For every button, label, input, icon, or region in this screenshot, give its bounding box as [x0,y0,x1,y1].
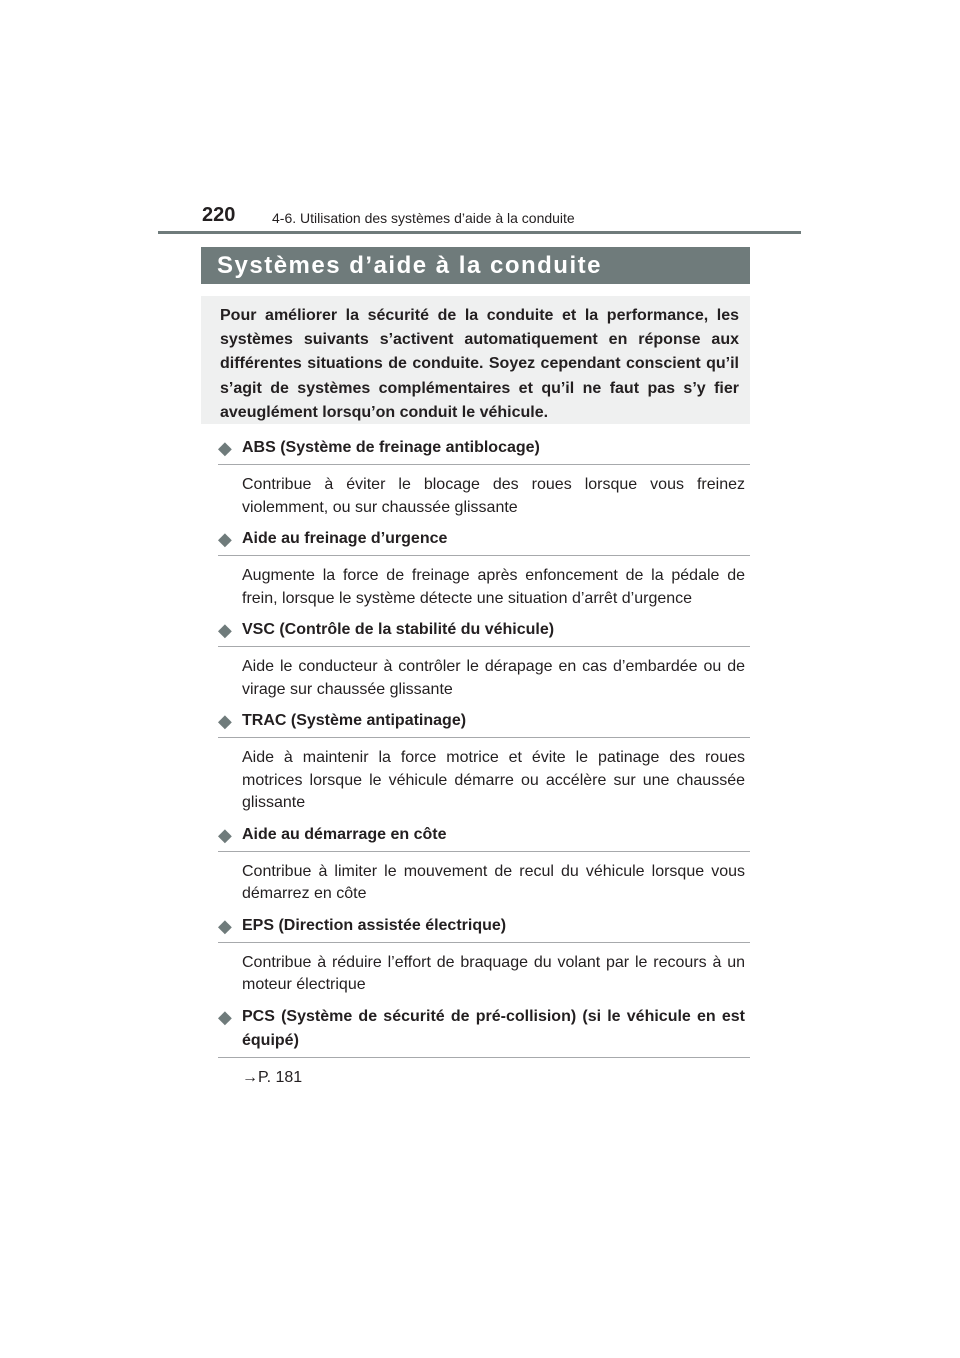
item-heading [218,527,750,556]
diamond-bullet-icon: ◆ [218,915,232,936]
item-heading [218,914,750,943]
item-description: Contribue à limiter le mouvement de recul du véhicule lorsque vous démarrez en côte [242,862,745,902]
diamond-bullet-icon: ◆ [218,529,232,549]
diamond-bullet-icon: ◆ [218,824,232,845]
item-description: Contribue à réduire l’effort de braquage du volant par le recours à un moteur électrique [242,953,745,993]
systems-list [218,436,750,1097]
item-heading [218,618,750,647]
list-item [218,1005,750,1090]
list-item [218,436,750,519]
list-item [218,823,750,906]
diamond-bullet-icon: ◆ [218,711,232,731]
page-title: Systèmes d’aide à la conduite [217,252,602,279]
item-description: Aide le conducteur à contrôler le dérapage en cas d’embardée ou de virage sur chaussée glissante [242,658,745,698]
item-description: Contribue à éviter le blocage des roues lorsque vous freinez violemment, ou sur chaussée glissante [242,476,745,516]
item-title: Aide au démarrage en côte [242,825,447,843]
page-number: 220 [202,204,236,226]
item-heading [218,823,750,852]
item-title: EPS (Direction assistée électrique) [242,916,507,934]
item-title: ABS (Système de freinage antiblocage) [242,439,540,456]
intro-box: Pour améliorer la sécurité de la conduite et la performance, les systèmes suivants s’activent automatiquement en réponse aux différentes situations de conduite. Soyez cependant conscient qu’il s’agit de systèmes complémentaires et qu’il ne faut pas s’y fier aveuglément lorsqu’on conduit le véhicule. [201,296,750,424]
item-heading [218,436,750,465]
item-title: VSC (Contrôle de la stabilité du véhicule) [242,621,555,638]
diamond-bullet-icon: ◆ [218,1006,232,1027]
item-title: PCS (Système de sécurité de pré-collision) (si le véhicule en est équipé) [242,1007,745,1049]
diamond-bullet-icon: ◆ [218,438,232,458]
page-reference-link[interactable]: →P. 181 [242,1068,303,1086]
item-title: Aide au freinage d’urgence [242,530,448,547]
item-description: Augmente la force de freinage après enfoncement de la pédale de frein, lorsque le système détecte une situation d’arrêt d’urgence [242,567,745,607]
title-bar [201,247,750,284]
item-heading [218,1005,750,1058]
diamond-bullet-icon: ◆ [218,620,232,640]
header-divider [158,231,801,234]
list-item [218,618,750,701]
list-item [218,527,750,610]
page-header [158,203,801,235]
item-heading [218,709,750,738]
item-description: Aide à maintenir la force motrice et évite le patinage des roues motrices lorsque le véhicule démarre ou accélère sur une chaussée glissante [242,749,745,811]
list-item [218,709,750,815]
item-title: TRAC (Système antipatinage) [242,712,467,729]
section-reference: 4-6. Utilisation des systèmes d’aide à la conduite [272,210,575,226]
list-item [218,914,750,997]
